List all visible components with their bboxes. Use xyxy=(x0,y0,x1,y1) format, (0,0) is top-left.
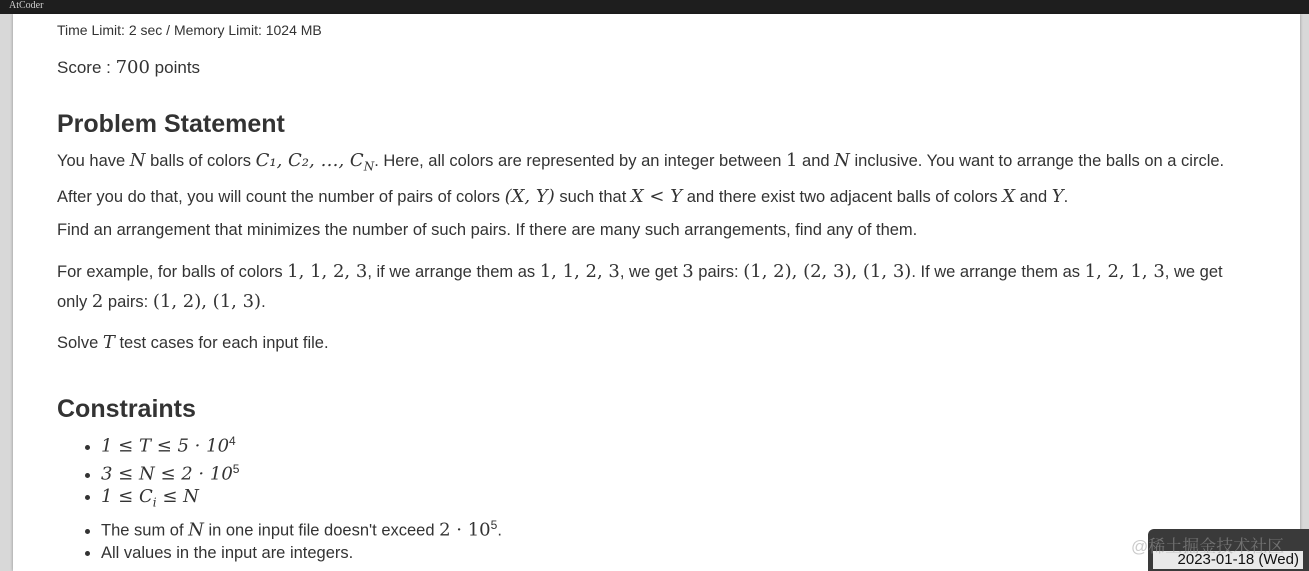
constraint-item xyxy=(101,455,502,483)
constraint-math: 2 · 10 xyxy=(439,519,491,541)
text: test cases for each input file. xyxy=(114,334,329,352)
text: . Here, all colors are represented by an integer between xyxy=(374,152,787,170)
constraint-math: 3 ≤ N ≤ 2 · 10 xyxy=(101,463,233,485)
top-bar xyxy=(0,0,1309,14)
constraint-exp: 5 xyxy=(232,462,240,476)
text: . xyxy=(497,521,502,540)
math-cmp: X < Y xyxy=(630,185,683,207)
text: . xyxy=(261,293,266,311)
brand-label: AtCoder xyxy=(9,0,44,11)
math-seq-1: 1, 1, 2, 3 xyxy=(287,261,368,282)
text: . xyxy=(1063,187,1069,206)
date-label: 2023-01-18 (Wed) xyxy=(1153,551,1303,569)
math-count-2: 2 xyxy=(91,291,104,312)
text: , if we arrange them as xyxy=(367,263,540,281)
math-pairs-2: (1, 2), (1, 3) xyxy=(152,291,262,312)
text: The sum of xyxy=(101,521,189,540)
score-text xyxy=(57,57,200,78)
constraint-exp: 4 xyxy=(229,434,236,448)
text: balls of colors xyxy=(145,152,256,170)
math-colors-sub: N xyxy=(363,159,375,174)
score-unit: points xyxy=(149,58,201,77)
statement-paragraph-3 xyxy=(57,257,1257,317)
text: such that xyxy=(554,187,631,206)
text: For example, for balls of colors xyxy=(57,263,288,281)
limits-text: Time Limit: 2 sec / Memory Limit: 1024 MB xyxy=(57,22,322,38)
constraint-math-pre: 1 ≤ C xyxy=(101,486,153,507)
constraint-item xyxy=(101,511,502,539)
problem-page xyxy=(13,14,1300,571)
watermark-text: @稀土掘金技术社区 xyxy=(1131,537,1285,556)
math-count-3: 3 xyxy=(682,261,694,282)
math-Y: Y xyxy=(1051,185,1064,207)
constraint-item: • All values in the input are integers. xyxy=(101,539,502,567)
text: and xyxy=(1015,187,1052,206)
constraint-sub: i xyxy=(152,495,157,510)
math-colors xyxy=(255,150,375,174)
math-N: N xyxy=(129,150,146,171)
math-seq-2: 1, 1, 2, 3 xyxy=(539,261,620,282)
statement-paragraph-1 xyxy=(57,146,1257,212)
math-colors-main: C₁, C₂, …, C xyxy=(255,150,364,171)
text: , we get only xyxy=(57,263,1223,311)
constraint-math-post: ≤ N xyxy=(156,486,199,507)
constraint-math xyxy=(101,486,199,510)
statement-paragraph-2: Find an arrangement that minimizes the number of such pairs. If there are many such arrangements, find any of them. xyxy=(57,221,918,239)
text: and xyxy=(797,152,835,170)
constraint-item xyxy=(101,427,502,455)
score-label: Score : xyxy=(57,58,116,77)
text: , we get xyxy=(619,263,683,281)
text: Solve xyxy=(57,334,103,352)
constraint-exp: 5 xyxy=(490,518,498,532)
constraint-item xyxy=(101,483,502,511)
math-pair: (X, Y) xyxy=(504,185,555,207)
score-value: 700 xyxy=(115,57,150,78)
math-seq-3: 1, 2, 1, 3 xyxy=(1084,261,1165,282)
text: inclusive. You want to arrange the balls on a circle. After you do that, you will count the number of pairs of colors xyxy=(57,152,1225,206)
text: You have xyxy=(57,152,130,170)
math-X: X xyxy=(1002,185,1016,207)
math-N: N xyxy=(188,519,204,541)
constraints-list xyxy=(57,427,502,567)
constraints-heading: Constraints xyxy=(57,395,196,423)
text: in one input file doesn't exceed xyxy=(203,521,440,540)
math-N: N xyxy=(834,150,850,171)
text: . If we arrange them as xyxy=(911,263,1085,281)
constraint-math: 1 ≤ T ≤ 5 · 10 xyxy=(101,435,230,457)
math-T: T xyxy=(102,332,115,353)
text: pairs: xyxy=(693,263,744,281)
text: and there exist two adjacent balls of colors xyxy=(682,187,1003,206)
text: pairs: xyxy=(103,293,153,311)
problem-statement-heading: Problem Statement xyxy=(57,110,285,138)
statement-paragraph-4 xyxy=(57,328,1257,358)
math-one: 1 xyxy=(786,150,798,171)
math-pairs-3: (1, 2), (2, 3), (1, 3) xyxy=(743,261,912,282)
